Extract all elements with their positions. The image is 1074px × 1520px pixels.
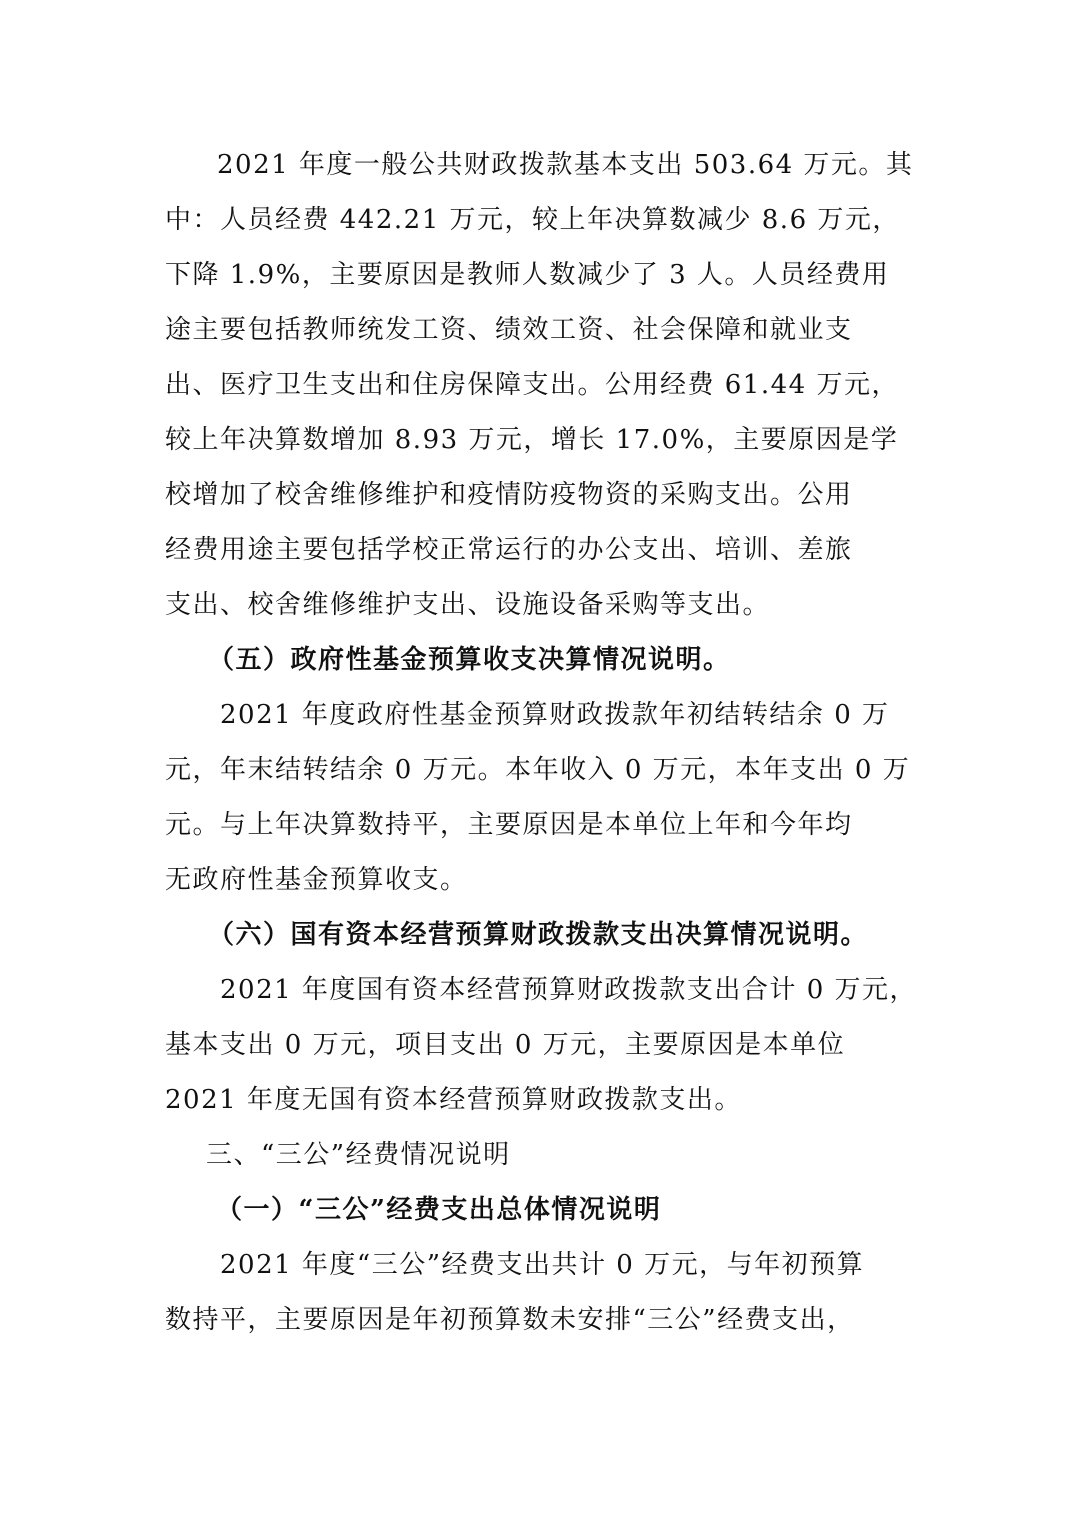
paragraph-line: 中：人员经费 442.21 万元，较上年决算数减少 8.6 万元，: [165, 205, 900, 235]
paragraph-line: 基本支出 0 万元，项目支出 0 万元，主要原因是本单位: [165, 1030, 846, 1060]
paragraph-line: 2021 年度一般公共财政拨款基本支出 503.64 万元。其: [217, 150, 914, 180]
paragraph-line: 较上年决算数增加 8.93 万元，增长 17.0%，主要原因是学: [165, 425, 899, 455]
paragraph-line: 2021 年度国有资本经营预算财政拨款支出合计 0 万元，: [220, 975, 918, 1005]
section-heading: （六）国有资本经营预算财政拨款支出决算情况说明。: [208, 920, 869, 950]
paragraph-line: 2021 年度政府性基金预算财政拨款年初结转结余 0 万: [220, 700, 890, 730]
paragraph-line: 下降 1.9%，主要原因是教师人数减少了 3 人。人员经费用: [165, 260, 890, 290]
paragraph-line: 经费用途主要包括学校正常运行的办公支出、培训、差旅: [165, 535, 853, 565]
paragraph-line: 支出、校舍维修维护支出、设施设备采购等支出。: [165, 590, 771, 620]
paragraph-line: 2021 年度无国有资本经营预算财政拨款支出。: [165, 1085, 742, 1115]
paragraph-line: 数持平，主要原因是年初预算数未安排“三公”经费支出，: [165, 1305, 855, 1335]
chapter-heading: 三、“三公”经费情况说明: [206, 1140, 511, 1170]
paragraph-line: 元。与上年决算数持平，主要原因是本单位上年和今年均: [165, 810, 853, 840]
paragraph-line: 途主要包括教师统发工资、绩效工资、社会保障和就业支: [165, 315, 853, 345]
paragraph-line: 元，年末结转结余 0 万元。本年收入 0 万元，本年支出 0 万: [165, 755, 911, 785]
section-heading: （一）“三公”经费支出总体情况说明: [216, 1195, 662, 1225]
paragraph-line: 无政府性基金预算收支。: [165, 865, 468, 895]
paragraph-line: 校增加了校舍维修维护和疫情防疫物资的采购支出。公用: [165, 480, 853, 510]
paragraph-line: 出、医疗卫生支出和住房保障支出。公用经费 61.44 万元，: [165, 370, 899, 400]
paragraph-line: 2021 年度“三公”经费支出共计 0 万元，与年初预算: [220, 1250, 865, 1280]
section-heading: （五）政府性基金预算收支决算情况说明。: [208, 645, 731, 675]
